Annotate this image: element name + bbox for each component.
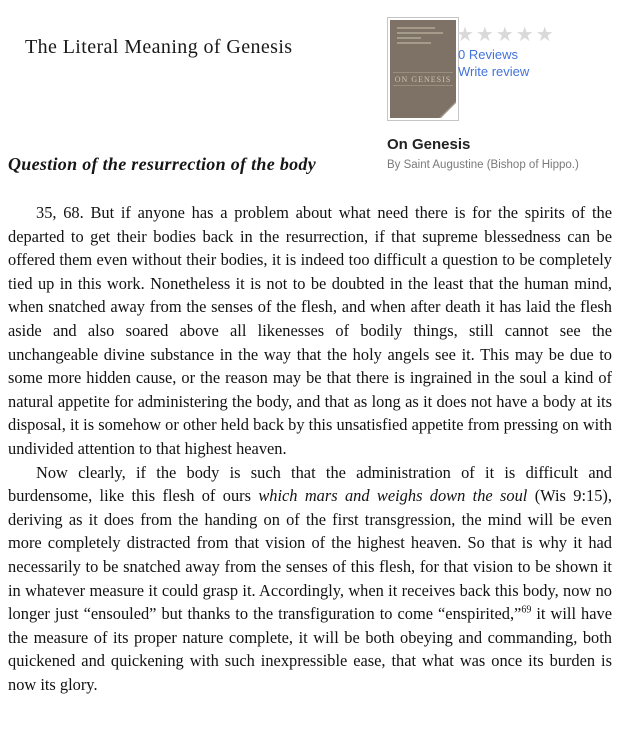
write-review-link[interactable]: Write review	[458, 64, 530, 79]
scan-body-text	[8, 201, 612, 696]
cover-title-band: ON GENESIS	[393, 72, 453, 86]
book-title: On Genesis	[387, 136, 471, 153]
cover-series-text-lines	[397, 27, 443, 47]
paragraph-2-segment-2: (Wis 9:15), deriving as it does from the handing on of the first transgression, the mind will be even more completely distracted from that vision of the highest heaven. So that is why it had necessarily to be snatched away from the senses of this flesh, for that vision to be shown it in whatever measure it could grasp it. Accordingly, when it receives back this body, now no longer just “ensouled” but thanks to the transfiguration to come “enspirited,”	[8, 486, 612, 624]
scan-page-title: The Literal Meaning of Genesis	[25, 36, 293, 58]
page-curl-icon	[441, 103, 456, 118]
body-paragraph-1: 35, 68. But if anyone has a problem about what need there is for the spirits of the departed to get their bodies back in the resurrection, if that supreme blessedness can be offered them even without their bodies, it is indeed too difficult a question to be completely tied up in this work. Nonetheless it is not to be doubted in the least that the human mind, when snatched away from the senses of the flesh, and when after death it has laid the flesh aside and also soared above all likenesses of bodily things, still cannot see the unchangeable divine substance in the way that the holy angels see it. This may be due to some more hidden cause, or the reason may be that there is ingrained in the soul a kind of natural appetite for administering the body, and that as long as it does not have a body at its disposal, it is somehow or other held back by this unsatisfied appetite from pressing on with undivided attention to that highest heaven.	[8, 203, 612, 458]
paragraph-2-segment-3: it will have the measure of its proper nature complete, it will be both obeying and commanding, both quickened and quickening with such inexpressible ease, that what was once its burden is now its glory.	[8, 604, 612, 694]
paragraph-2-segment-1: Now clearly, if the body is such that the administration of it is difficult and burdensome, like this flesh of ours	[8, 462, 612, 506]
paragraph-2-italic-quote: which mars and weighs down the soul	[258, 486, 528, 506]
reviews-count-link[interactable]: 0 Reviews	[458, 47, 518, 62]
section-heading: Question of the resurrection of the body	[8, 154, 317, 174]
book-info-panel	[387, 18, 620, 188]
rating-stars-icon: ★★★★★	[456, 24, 556, 46]
footnote-marker: 69	[521, 604, 532, 616]
book-author-byline: By Saint Augustine (Bishop of Hippo.)	[387, 159, 579, 171]
book-cover-thumbnail[interactable]	[388, 18, 458, 120]
body-paragraph-2	[8, 461, 612, 697]
